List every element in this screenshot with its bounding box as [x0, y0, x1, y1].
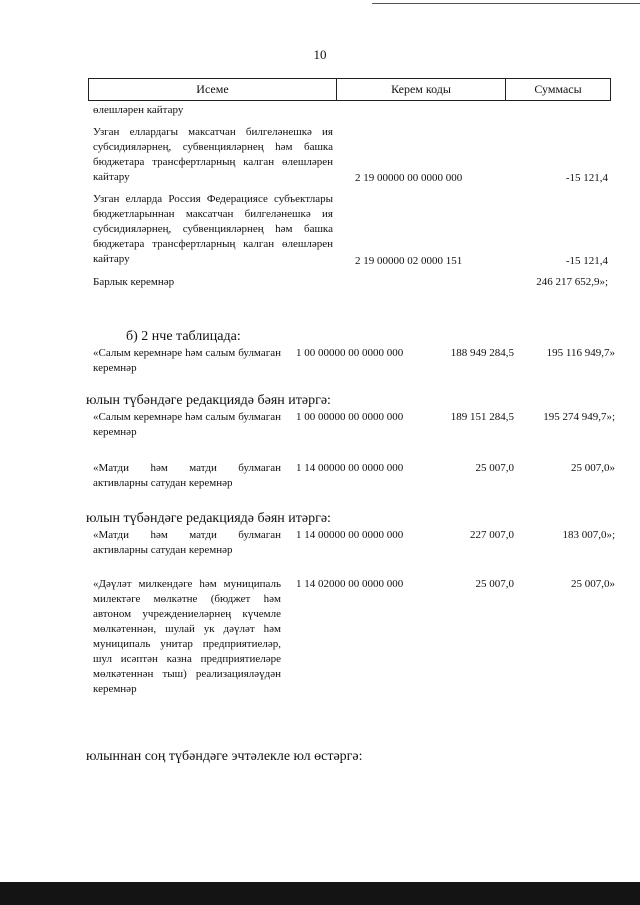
- block-value-2: 25 007,0»: [571, 462, 615, 474]
- total-sum: 246 217 652,9»;: [536, 276, 608, 288]
- page-number: 10: [313, 47, 327, 62]
- total-name: Барлык керемнәр: [93, 276, 175, 288]
- block-code: 1 00 00000 00 0000 000: [296, 411, 404, 423]
- row-sum: -15 121,4: [565, 255, 608, 267]
- header-sum: Суммасы: [534, 82, 582, 96]
- block-value-2: 195 116 949,7»: [546, 347, 615, 359]
- block-name: «Матди һәм матди булмаган активларны сатудан керемнәр: [93, 529, 281, 556]
- block-value-1: 25 007,0: [475, 462, 514, 474]
- block-value-1: 188 949 284,5: [450, 347, 514, 359]
- top-rule: [372, 3, 640, 4]
- block-value-2: 195 274 949,7»;: [543, 411, 615, 423]
- block-name: «Салым керемнәре һәм салым булмаган керемнәр: [93, 347, 281, 374]
- block-code: 1 14 00000 00 0000 000: [296, 529, 404, 541]
- row-code: 2 19 00000 02 0000 151: [355, 255, 463, 267]
- block-code: 1 00 00000 00 0000 000: [296, 347, 404, 359]
- section-b-heading: б) 2 нче таблицада:: [126, 329, 241, 344]
- row-sum: -15 121,4: [565, 172, 608, 184]
- instruction-phrase: юлыннан соң түбәндәге эчтәлекле юл өстәргә:: [86, 749, 363, 764]
- instruction-phrase: юлын түбәндәге редакциядә бәян итәргә:: [86, 393, 331, 408]
- block-value-2: 183 007,0»;: [562, 529, 615, 541]
- table-header: [88, 78, 611, 101]
- block-name: «Дәүләт милкендәге һәм муниципаль милектәге мөлкәтне (бюджет һәм автоном учреждениеләрнең күчемле мөлкәтеннән, шулай ук дәүләт һәм муниципаль унитар предприятиеләр, шул исәптән казна предприятиеләре мөлкәтеннән тыш) реализацияләүдән керемнәр: [93, 578, 281, 695]
- block-value-2: 25 007,0»: [571, 578, 615, 590]
- row-name: Узган елларда Россия Федерациясе субъектлары бюджетларыннан максатчан билгеләнешкә ия субсидияләрнең, субвенцияләрнең һәм башка бюджетара трансфертларның калган өлешләрен кайтару: [93, 193, 333, 265]
- block-value-1: 189 151 284,5: [450, 411, 514, 423]
- scan-bottom-edge: [0, 882, 640, 905]
- row-name: Узган еллардагы максатчан билгеләнешкә ия субсидияләрнең, субвенцияләрнең һәм башка бюджетара трансфертларның калган өлешләрен кайтару: [93, 126, 333, 183]
- block-code: 1 14 02000 00 0000 000: [296, 578, 404, 590]
- block-name: «Матди һәм матди булмаган активларны сатудан керемнәр: [93, 462, 281, 489]
- block-value-1: 25 007,0: [475, 578, 514, 590]
- row-code: 2 19 00000 00 0000 000: [355, 172, 463, 184]
- instruction-phrase: юлын түбәндәге редакциядә бәян итәргә:: [86, 511, 331, 526]
- block-name: «Салым керемнәре һәм салым булмаган керемнәр: [93, 411, 281, 438]
- row-continuation-name: өлешләрен кайтару: [93, 104, 184, 116]
- block-value-1: 227 007,0: [470, 529, 514, 541]
- block-code: 1 14 00000 00 0000 000: [296, 462, 404, 474]
- header-name: Исеме: [196, 82, 229, 96]
- header-code: Керем коды: [391, 82, 451, 96]
